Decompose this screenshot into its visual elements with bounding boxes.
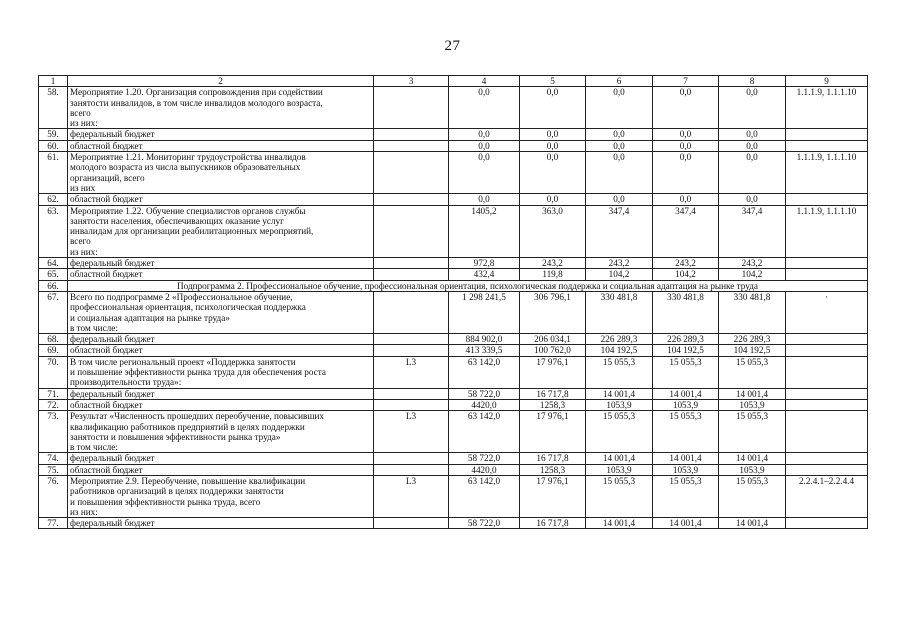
value-year-4: 330 481,8 [719,291,786,333]
description-line: из них [70,182,96,193]
indicator-reference [786,258,868,269]
column-header: 7 [653,76,719,87]
description-line: всего [70,236,91,247]
description-line: федеральный бюджет [70,258,155,269]
value-year-1: 1258,3 [520,464,586,475]
value-year-2: 15 055,3 [586,411,653,453]
table-row [39,205,868,257]
value-year-2: 243,2 [586,258,653,269]
description-line: молодого возраста из числа выпускников образовательных [70,162,301,173]
description-line: из них: [70,506,98,517]
row-description [68,464,374,475]
description-line: федеральный бюджет [70,453,155,464]
row-number: 63. [39,205,68,257]
table-row [39,258,868,269]
program-code [374,291,449,333]
row-number: 60. [39,140,68,151]
table-row [39,356,868,388]
table-row [39,269,868,280]
value-year-3: 0,0 [653,194,719,205]
row-description [68,258,374,269]
table-row [39,87,868,129]
row-description [68,129,374,140]
value-year-2: 104 192,5 [586,345,653,356]
row-description [68,194,374,205]
row-description [68,518,374,529]
program-code: L3 [374,356,449,388]
value-year-2: 347,4 [586,205,653,257]
value-total: 4420,0 [449,399,520,410]
program-code [374,205,449,257]
value-total: 0,0 [449,129,520,140]
row-description [68,356,374,388]
indicator-reference [786,140,868,151]
value-year-3: 104 192,5 [653,345,719,356]
column-header: 5 [520,76,586,87]
description-line: и социальная адаптация на рынке труда» [70,312,230,323]
indicator-reference [786,399,868,410]
table-row [39,194,868,205]
value-year-3: 1053,9 [653,464,719,475]
value-year-1: 17 976,1 [520,475,586,517]
row-number: 59. [39,129,68,140]
table-row [39,388,868,399]
description-line: из них: [70,118,98,129]
table-body [39,76,868,529]
description-line: федеральный бюджет [70,388,155,399]
description-line: областной бюджет [70,269,143,280]
value-year-4: 104 192,5 [719,345,786,356]
value-total: 1405,2 [449,205,520,257]
column-header: 8 [719,76,786,87]
value-year-3: 15 055,3 [653,411,719,453]
value-year-4: 0,0 [719,152,786,194]
value-year-1: 243,2 [520,258,586,269]
row-number: 69. [39,345,68,356]
value-year-1: 17 976,1 [520,411,586,453]
row-number: 75. [39,464,68,475]
value-year-4: 104,2 [719,269,786,280]
row-description [68,87,374,129]
column-header: 2 [68,76,374,87]
value-total: 58 722,0 [449,388,520,399]
row-number: 70. [39,356,68,388]
table-row [39,411,868,453]
value-year-2: 15 055,3 [586,475,653,517]
description-line: В том числе региональный проект «Поддержка занятости [70,356,296,367]
program-code [374,453,449,464]
value-year-1: 0,0 [520,152,586,194]
value-total: 1 298 241,5 [449,291,520,333]
row-number: 58. [39,87,68,129]
description-line: областной бюджет [70,464,143,475]
description-line: Результат «Численность прошедших переобучение, повысивших [70,411,324,422]
description-line: областной бюджет [70,194,143,205]
value-year-1: 0,0 [520,87,586,129]
value-year-1: 206 034,1 [520,334,586,345]
program-code [374,87,449,129]
value-year-1: 16 717,8 [520,453,586,464]
value-year-4: 15 055,3 [719,356,786,388]
program-code [374,152,449,194]
row-description [68,334,374,345]
budget-table [38,75,868,529]
column-number-row [39,76,868,87]
row-description [68,205,374,257]
table-row [39,464,868,475]
program-code [374,194,449,205]
row-description [68,345,374,356]
value-year-1: 0,0 [520,129,586,140]
column-header: 1 [39,76,68,87]
indicator-reference: · [786,291,868,333]
description-line: Мероприятие 1.20. Организация сопровождения при содействии [70,87,323,98]
page-number: 27 [444,38,461,54]
program-code [374,258,449,269]
description-line: профессиональная ориентация, психологическая поддержка [70,302,306,313]
row-number: 62. [39,194,68,205]
row-number: 65. [39,269,68,280]
table-row [39,475,868,517]
description-line: инвалидам для организации реабилитационных мероприятий, [70,226,314,237]
description-line: областной бюджет [70,399,143,410]
row-description [68,388,374,399]
value-year-3: 0,0 [653,152,719,194]
value-total: 58 722,0 [449,453,520,464]
value-year-3: 15 055,3 [653,356,719,388]
value-year-2: 14 001,4 [586,453,653,464]
description-line: организаций, всего [70,172,145,183]
value-year-1: 0,0 [520,140,586,151]
value-total: 0,0 [449,87,520,129]
description-line: областной бюджет [70,140,143,151]
table-row [39,345,868,356]
value-total: 58 722,0 [449,518,520,529]
indicator-reference [786,194,868,205]
value-year-3: 104,2 [653,269,719,280]
value-year-2: 226 289,3 [586,334,653,345]
value-year-3: 0,0 [653,129,719,140]
indicator-reference: 1.1.1.9, 1.1.1.10 [786,152,868,194]
section-row [39,280,868,291]
value-year-3: 14 001,4 [653,453,719,464]
value-total: 432,4 [449,269,520,280]
indicator-reference [786,388,868,399]
row-description [68,453,374,464]
value-year-3: 226 289,3 [653,334,719,345]
value-year-1: 16 717,8 [520,388,586,399]
description-line: работников организаций в целях поддержки занятости [70,486,284,497]
column-header: 6 [586,76,653,87]
description-line: производительности труда»: [70,377,182,388]
value-total: 413 339,5 [449,345,520,356]
indicator-reference [786,334,868,345]
table-row [39,140,868,151]
program-code [374,399,449,410]
row-number: 64. [39,258,68,269]
value-year-2: 14 001,4 [586,518,653,529]
program-code [374,269,449,280]
indicator-reference [786,356,868,388]
value-year-4: 226 289,3 [719,334,786,345]
row-number: 77. [39,518,68,529]
program-code [374,334,449,345]
value-year-2: 1053,9 [586,464,653,475]
value-year-3: 0,0 [653,140,719,151]
row-number: 68. [39,334,68,345]
value-year-3: 14 001,4 [653,388,719,399]
value-total: 884 902,0 [449,334,520,345]
value-year-1: 17 976,1 [520,356,586,388]
value-year-2: 15 055,3 [586,356,653,388]
row-number: 71. [39,388,68,399]
value-year-2: 0,0 [586,194,653,205]
value-year-3: 1053,9 [653,399,719,410]
program-code [374,345,449,356]
value-year-4: 14 001,4 [719,453,786,464]
value-year-2: 14 001,4 [586,388,653,399]
value-year-4: 14 001,4 [719,388,786,399]
column-header: 4 [449,76,520,87]
value-total: 0,0 [449,140,520,151]
description-line: всего [70,107,91,118]
program-code [374,518,449,529]
value-total: 0,0 [449,152,520,194]
value-year-2: 0,0 [586,140,653,151]
table-row [39,152,868,194]
value-year-1: 363,0 [520,205,586,257]
row-number: 67. [39,291,68,333]
value-year-1: 0,0 [520,194,586,205]
value-year-4: 0,0 [719,140,786,151]
description-line: и повышение эффективности рынка труда для обеспечения роста [70,367,326,378]
value-year-2: 0,0 [586,152,653,194]
description-line: квалификацию работников предприятий в целях поддержки [70,421,305,432]
row-number: 74. [39,453,68,464]
value-year-3: 330 481,8 [653,291,719,333]
description-line: Мероприятие 1.21. Мониторинг трудоустройства инвалидов [70,152,306,163]
description-line: и повышения эффективности рынка труда, всего [70,496,261,507]
description-line: федеральный бюджет [70,334,155,345]
value-year-2: 1053,9 [586,399,653,410]
value-year-2: 0,0 [586,129,653,140]
row-description [68,411,374,453]
description-line: занятости инвалидов, в том числе инвалидов молодого возраста, [70,97,323,108]
description-line: Всего по подпрограмме 2 «Профессиональное обучение, [70,291,293,302]
description-line: Мероприятие 2.9. Переобучение, повышение квалификации [70,475,306,486]
table-row [39,518,868,529]
value-total: 972,8 [449,258,520,269]
indicator-reference [786,464,868,475]
indicator-reference [786,453,868,464]
description-line: занятости населения, обеспечивающих оказание услуг [70,215,284,226]
value-year-4: 14 001,4 [719,518,786,529]
value-year-4: 15 055,3 [719,411,786,453]
value-year-1: 306 796,1 [520,291,586,333]
row-number: 72. [39,399,68,410]
section-title: Подпрограмма 2. Профессиональное обучение, профессиональная ориентация, психологическая поддержка и социальная адаптация на рынке труда [68,280,868,291]
description-line: из них: [70,246,98,257]
program-code [374,464,449,475]
value-year-4: 347,4 [719,205,786,257]
column-header: 3 [374,76,449,87]
value-total: 4420,0 [449,464,520,475]
program-code [374,129,449,140]
row-description [68,140,374,151]
row-number: 76. [39,475,68,517]
value-year-3: 243,2 [653,258,719,269]
program-code [374,388,449,399]
indicator-reference [786,269,868,280]
value-year-2: 330 481,8 [586,291,653,333]
row-description [68,269,374,280]
value-year-4: 15 055,3 [719,475,786,517]
indicator-reference: 2.2.4.1–2.2.4.4 [786,475,868,517]
table-row [39,129,868,140]
value-year-4: 243,2 [719,258,786,269]
indicator-reference: 1.1.1.9, 1.1.1.10 [786,87,868,129]
row-description [68,291,374,333]
row-number: 61. [39,152,68,194]
value-year-2: 104,2 [586,269,653,280]
value-year-3: 14 001,4 [653,518,719,529]
value-total: 0,0 [449,194,520,205]
description-line: в том числе: [70,442,118,453]
description-line: Мероприятие 1.22. Обучение специалистов органов службы [70,205,306,216]
value-year-3: 15 055,3 [653,475,719,517]
table-row [39,399,868,410]
value-year-1: 1258,3 [520,399,586,410]
value-year-2: 0,0 [586,87,653,129]
description-line: областной бюджет [70,345,143,356]
column-header: 9 [786,76,868,87]
description-line: федеральный бюджет [70,518,155,529]
row-number: 66. [39,280,68,291]
description-line: в том числе: [70,322,118,333]
value-year-4: 1053,9 [719,464,786,475]
indicator-reference [786,411,868,453]
table-row [39,334,868,345]
value-year-3: 347,4 [653,205,719,257]
value-total: 63 142,0 [449,475,520,517]
value-year-4: 0,0 [719,129,786,140]
value-year-4: 1053,9 [719,399,786,410]
value-year-4: 0,0 [719,87,786,129]
value-year-1: 100 762,0 [520,345,586,356]
indicator-reference [786,518,868,529]
value-year-4: 0,0 [719,194,786,205]
value-total: 63 142,0 [449,411,520,453]
description-line: федеральный бюджет [70,129,155,140]
description-line: занятости и повышения эффективности рынка труда» [70,431,281,442]
value-year-1: 16 717,8 [520,518,586,529]
value-year-3: 0,0 [653,87,719,129]
row-description [68,475,374,517]
program-code: L3 [374,411,449,453]
value-total: 63 142,0 [449,356,520,388]
table-row [39,453,868,464]
row-description [68,152,374,194]
indicator-reference [786,345,868,356]
indicator-reference [786,129,868,140]
indicator-reference: 1.1.1.9, 1.1.1.10 [786,205,868,257]
program-code [374,140,449,151]
row-description [68,399,374,410]
row-number: 73. [39,411,68,453]
program-code: L3 [374,475,449,517]
table-row [39,291,868,333]
value-year-1: 119,8 [520,269,586,280]
